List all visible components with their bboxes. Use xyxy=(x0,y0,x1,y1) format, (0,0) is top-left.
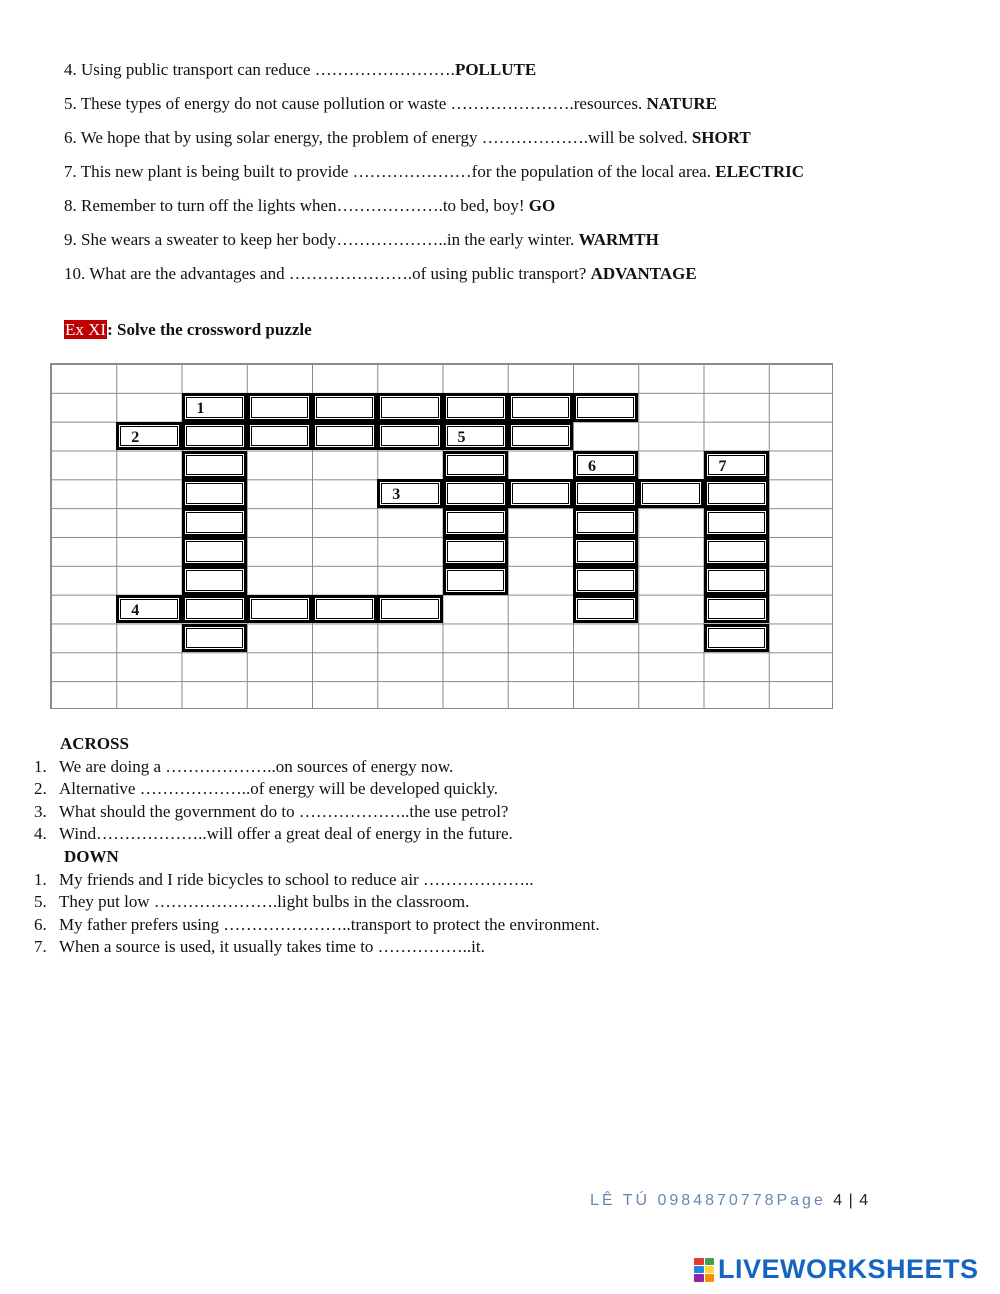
down-clue: 5. They put low ………………….light bulbs in the classroom. xyxy=(34,892,470,911)
clue-number: 1 xyxy=(196,399,205,417)
page-word: Page xyxy=(776,1192,834,1209)
crossword-cell[interactable] xyxy=(182,479,247,508)
crossword-cell[interactable] xyxy=(182,624,247,653)
across-clue: 3. What should the government do to ………………..the use petrol? xyxy=(34,802,509,821)
crossword-cell[interactable] xyxy=(443,537,508,566)
crossword-cell[interactable] xyxy=(312,393,377,422)
crossword-cell[interactable] xyxy=(508,393,573,422)
crossword-cell[interactable] xyxy=(247,595,312,624)
exercise-line-5: 5. These types of energy do not cause pollution or waste ………………….resources. NATURE xyxy=(64,94,717,113)
exercise-line-9: 9. She wears a sweater to keep her body………………..in the early winter. WARMTH xyxy=(64,230,659,249)
answer-hint: SHORT xyxy=(691,128,751,147)
liveworksheets-logo[interactable] xyxy=(694,1254,979,1285)
down-clue: 6. My father prefers using …………………..transport to protect the environment. xyxy=(34,915,600,934)
crossword-cell[interactable] xyxy=(443,451,508,480)
across-clue: 2. Alternative ………………..of energy will be developed quickly. xyxy=(34,779,499,798)
exercise-tag: Ex XI xyxy=(65,320,107,339)
crossword-cell[interactable] xyxy=(182,393,247,422)
across-heading: ACROSS xyxy=(60,734,129,753)
answer-hint: WARMTH xyxy=(578,230,659,249)
crossword-cell[interactable] xyxy=(704,566,769,595)
crossword-cell[interactable] xyxy=(704,479,769,508)
exercise-line-10: 10. What are the advantages and ………………….of using public transport? ADVANTAGE xyxy=(64,264,697,283)
crossword-cell[interactable] xyxy=(182,566,247,595)
clue-number: 6 xyxy=(588,457,596,475)
crossword-cell[interactable] xyxy=(247,393,312,422)
crossword-cell[interactable] xyxy=(182,595,247,624)
down-clue: 7. When a source is used, it usually takes time to ……………..it. xyxy=(34,937,485,956)
crossword-cell[interactable] xyxy=(573,393,638,422)
crossword-cell[interactable] xyxy=(573,537,638,566)
crossword-cell[interactable] xyxy=(247,422,312,451)
down-clue: 1. My friends and I ride bicycles to school to reduce air ……………….. xyxy=(34,870,534,889)
crossword-cell[interactable] xyxy=(573,595,638,624)
answer-hint: GO xyxy=(528,196,556,215)
exercise-line-7: 7. This new plant is being built to provide …………………for the population of the local area. ELECTRIC xyxy=(64,162,805,181)
liveworksheets-icon xyxy=(694,1258,714,1282)
across-clue: 1. We are doing a ………………..on sources of energy now. xyxy=(34,757,454,776)
exercise-line-8: 8. Remember to turn off the lights when……………….to bed, boy! GO xyxy=(64,196,556,215)
crossword-cell[interactable] xyxy=(443,422,508,451)
crossword-cell[interactable] xyxy=(704,624,769,653)
crossword-cell[interactable] xyxy=(377,479,442,508)
crossword-cell[interactable] xyxy=(704,537,769,566)
crossword-grid xyxy=(50,363,833,709)
crossword-cell[interactable] xyxy=(116,422,181,451)
crossword-cell[interactable] xyxy=(573,508,638,537)
crossword-cell[interactable] xyxy=(443,508,508,537)
crossword-cell[interactable] xyxy=(443,479,508,508)
crossword-cell[interactable] xyxy=(116,595,181,624)
crossword-cell[interactable] xyxy=(704,595,769,624)
clue-number: 2 xyxy=(131,428,140,446)
exercise-line-6: 6. We hope that by using solar energy, the problem of energy ……………….will be solved. SHORT xyxy=(64,128,751,147)
crossword-cell[interactable] xyxy=(704,451,769,480)
down-heading: DOWN xyxy=(64,847,119,866)
page-number: 4 | 4 xyxy=(833,1192,870,1209)
answer-hint: NATURE xyxy=(646,94,717,113)
answer-hint: ADVANTAGE xyxy=(590,264,697,283)
crossword-cell[interactable] xyxy=(182,422,247,451)
crossword-cell[interactable] xyxy=(443,566,508,595)
crossword-cell[interactable] xyxy=(312,422,377,451)
crossword-cell[interactable] xyxy=(182,537,247,566)
answer-hint: ELECTRIC xyxy=(715,162,805,181)
clue-number: 7 xyxy=(718,457,727,475)
crossword-cell[interactable] xyxy=(182,508,247,537)
crossword-cell[interactable] xyxy=(704,508,769,537)
crossword-cell[interactable] xyxy=(312,595,377,624)
clue-number: 3 xyxy=(392,486,401,504)
across-clue: 4. Wind………………..will offer a great deal of energy in the future. xyxy=(34,824,513,843)
crossword-cell[interactable] xyxy=(573,566,638,595)
crossword-cell[interactable] xyxy=(443,393,508,422)
crossword-cell[interactable] xyxy=(377,422,442,451)
author-contact: LÊ TÚ 0984870778 xyxy=(590,1192,777,1209)
brand-name: LIVEWORKSHEETS xyxy=(718,1254,979,1284)
clue-number: 5 xyxy=(457,428,466,446)
crossword-cell[interactable] xyxy=(508,422,573,451)
answer-hint: POLLUTE xyxy=(454,60,537,79)
clue-number: 4 xyxy=(131,601,140,619)
crossword-cell[interactable] xyxy=(638,479,703,508)
crossword-cell[interactable] xyxy=(182,451,247,480)
crossword-cell[interactable] xyxy=(508,479,573,508)
page-footer xyxy=(590,1192,869,1210)
crossword-cell[interactable] xyxy=(573,451,638,480)
crossword-cell[interactable] xyxy=(573,479,638,508)
crossword-cell[interactable] xyxy=(377,393,442,422)
crossword-cell[interactable] xyxy=(377,595,442,624)
exercise-title: Ex XI: Solve the crossword puzzle xyxy=(65,320,312,339)
exercise-line-4: 4. Using public transport can reduce …………………….POLLUTE xyxy=(64,60,537,79)
